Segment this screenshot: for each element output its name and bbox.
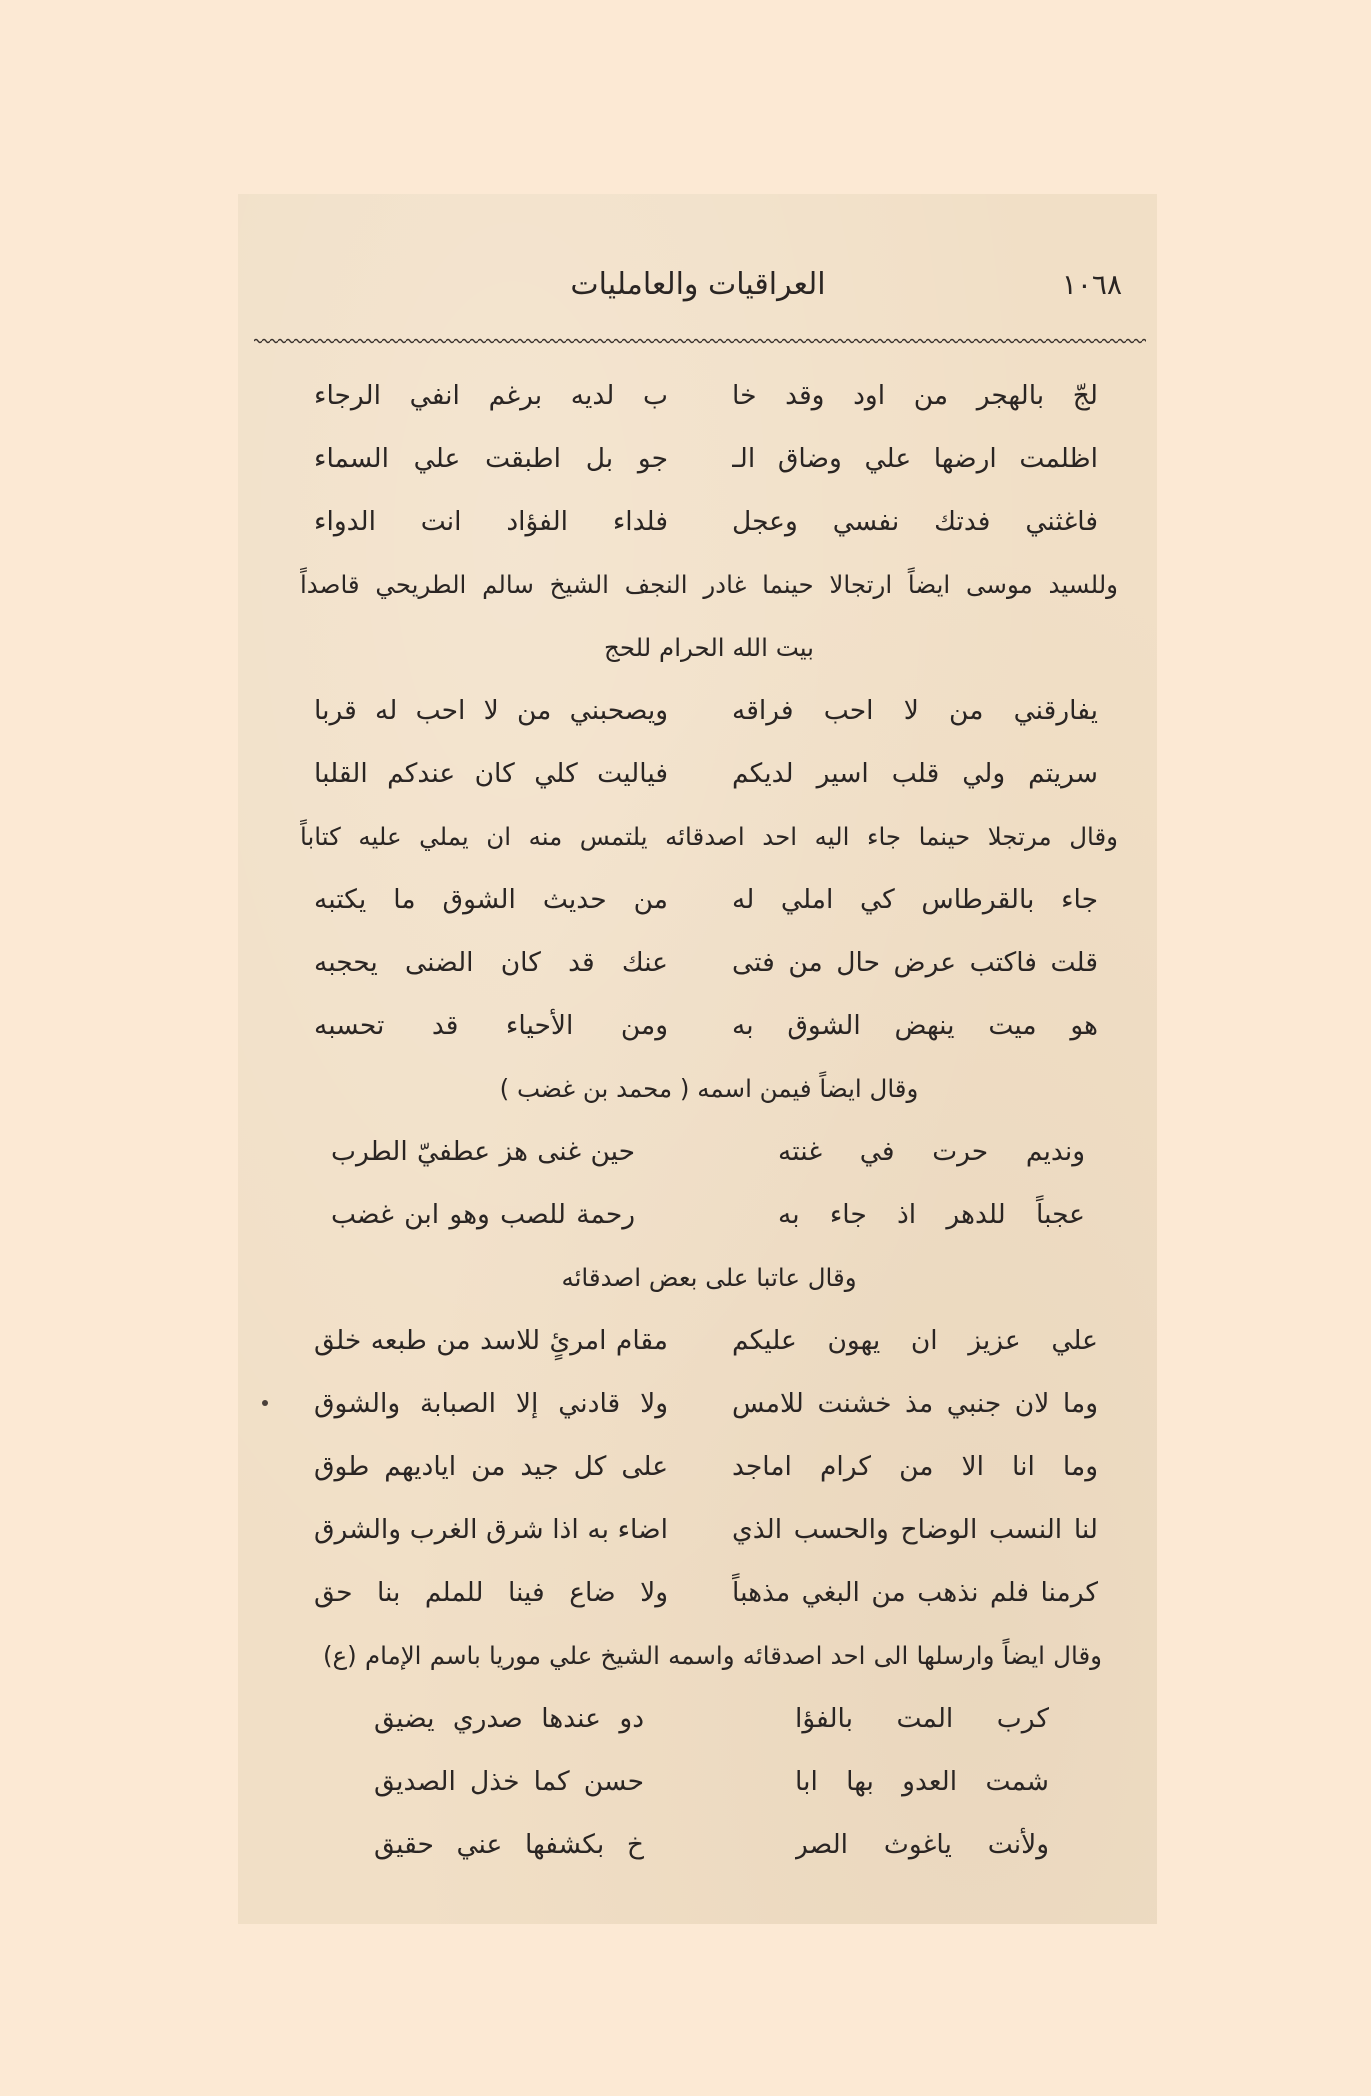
prose-line: وقال ايضاً فيمن اسمه ( محمد بن غضب ): [499, 1074, 919, 1103]
verse-second-hemistich: جو بل اطبقت علي السماء: [314, 443, 668, 474]
verse-second-hemistich: حسن كما خذل الصديق: [374, 1766, 644, 1797]
verse-row: [238, 1687, 1157, 1750]
prose-line: بيت الله الحرام للحج: [604, 633, 814, 662]
verse-second-hemistich: ولا قادني إلا الصبابة والشوق: [314, 1388, 668, 1419]
verse-first-hemistich: هو ميت ينهض الشوق به: [732, 1010, 1098, 1041]
prose-line: وقال ايضاً وارسلها الى احد اصدقائه واسمه الشيخ علي موريا باسم الإمام (ع): [323, 1641, 1102, 1670]
prose-row: [238, 616, 1157, 679]
verse-first-hemistich: لنا النسب الوضاح والحسب الذي: [732, 1514, 1098, 1545]
verse-first-hemistich: قلت فاكتب عرض حال من فتى: [732, 947, 1098, 978]
verse-row: [238, 1435, 1157, 1498]
verse-first-hemistich: وما لان جنبي مذ خشنت للامس: [732, 1388, 1098, 1419]
verse-first-hemistich: لجّ بالهجر من اود وقد خا: [732, 380, 1098, 411]
verse-second-hemistich: رحمة للصب وهو ابن غضب: [331, 1199, 635, 1230]
verse-first-hemistich: ولأنت ياغوث الصر: [795, 1829, 1049, 1860]
verse-row: [238, 1750, 1157, 1813]
verse-row: [238, 1183, 1157, 1246]
verse-second-hemistich: مقام امرئٍ للاسد من طبعه خلق: [314, 1325, 668, 1356]
prose-row: [238, 805, 1157, 868]
verse-first-hemistich: فاغثني فدتك نفسي وعجل: [732, 506, 1098, 537]
verse-first-hemistich: كرب المت بالفؤا: [795, 1703, 1049, 1734]
verse-second-hemistich: ب لديه برغم انفي الرجاء: [314, 380, 668, 411]
verse-row: [238, 679, 1157, 742]
verse-second-hemistich: فياليت كلي كان عندكم القلبا: [314, 758, 668, 789]
verse-second-hemistich: حين غنى هز عطفيّ الطرب: [331, 1136, 635, 1167]
verse-row: [238, 364, 1157, 427]
page-number: ١٠٦٨: [1061, 268, 1122, 301]
verse-first-hemistich: يفارقني من لا احب فراقه: [732, 695, 1098, 726]
prose-row: [238, 1057, 1157, 1120]
prose-line: وللسيد موسى ايضاً ارتجالا حينما غادر النجف الشيخ سالم الطريحي قاصداً: [300, 570, 1118, 599]
verse-row: [238, 1372, 1157, 1435]
verse-row: [238, 1561, 1157, 1624]
verse-first-hemistich: شمت العدو بها ابا: [795, 1766, 1049, 1797]
verse-second-hemistich: ومن الأحياء قد تحسبه: [314, 1010, 668, 1041]
scanned-book-page: [238, 194, 1157, 1924]
prose-row: [238, 553, 1157, 616]
verse-second-hemistich: اضاء به اذا شرق الغرب والشرق: [314, 1514, 668, 1545]
verse-row: [238, 1120, 1157, 1183]
verse-second-hemistich: دو عندها صدري يضيق: [374, 1703, 644, 1734]
verse-first-hemistich: علي عزيز ان يهون عليكم: [732, 1325, 1098, 1356]
prose-row: [238, 1624, 1157, 1687]
verse-row: [238, 1498, 1157, 1561]
verse-second-hemistich: ويصحبني من لا احب له قربا: [314, 695, 668, 726]
verse-row: [238, 1309, 1157, 1372]
verse-first-hemistich: عجباً للدهر اذ جاء به: [778, 1199, 1085, 1230]
poem-body: [238, 364, 1157, 1876]
verse-second-hemistich: عنك قد كان الضنى يحجبه: [314, 947, 668, 978]
verse-row: [238, 994, 1157, 1057]
prose-row: [238, 1246, 1157, 1309]
verse-first-hemistich: سريتم ولي قلب اسير لديكم: [732, 758, 1098, 789]
verse-row: [238, 490, 1157, 553]
verse-first-hemistich: كرمنا فلم نذهب من البغي مذهباً: [732, 1577, 1098, 1608]
wavy-rule: [254, 336, 1146, 346]
verse-row: [238, 427, 1157, 490]
verse-second-hemistich: فلداء الفؤاد انت الدواء: [314, 506, 668, 537]
verse-second-hemistich: ولا ضاع فينا للملم بنا حق: [314, 1577, 668, 1608]
running-header-title: العراقيات والعامليات: [570, 267, 826, 302]
prose-line: وقال عاتبا على بعض اصدقائه: [561, 1263, 857, 1292]
verse-row: [238, 742, 1157, 805]
verse-second-hemistich: خ بكشفها عني حقيق: [374, 1829, 644, 1860]
verse-first-hemistich: وما انا الا من كرام اماجد: [732, 1451, 1098, 1482]
verse-first-hemistich: اظلمت ارضها علي وضاق الـ: [732, 443, 1098, 474]
verse-row: [238, 868, 1157, 931]
verse-first-hemistich: ونديم حرت في غنته: [778, 1136, 1085, 1167]
verse-second-hemistich: من حديث الشوق ما يكتبه: [314, 884, 668, 915]
prose-line: وقال مرتجلا حينما جاء اليه احد اصدقائه يلتمس منه ان يملي عليه كتاباً: [300, 822, 1118, 851]
verse-row: [238, 1813, 1157, 1876]
verse-first-hemistich: جاء بالقرطاس كي املي له: [732, 884, 1098, 915]
verse-second-hemistich: على كل جيد من اياديهم طوق: [314, 1451, 668, 1482]
verse-row: [238, 931, 1157, 994]
